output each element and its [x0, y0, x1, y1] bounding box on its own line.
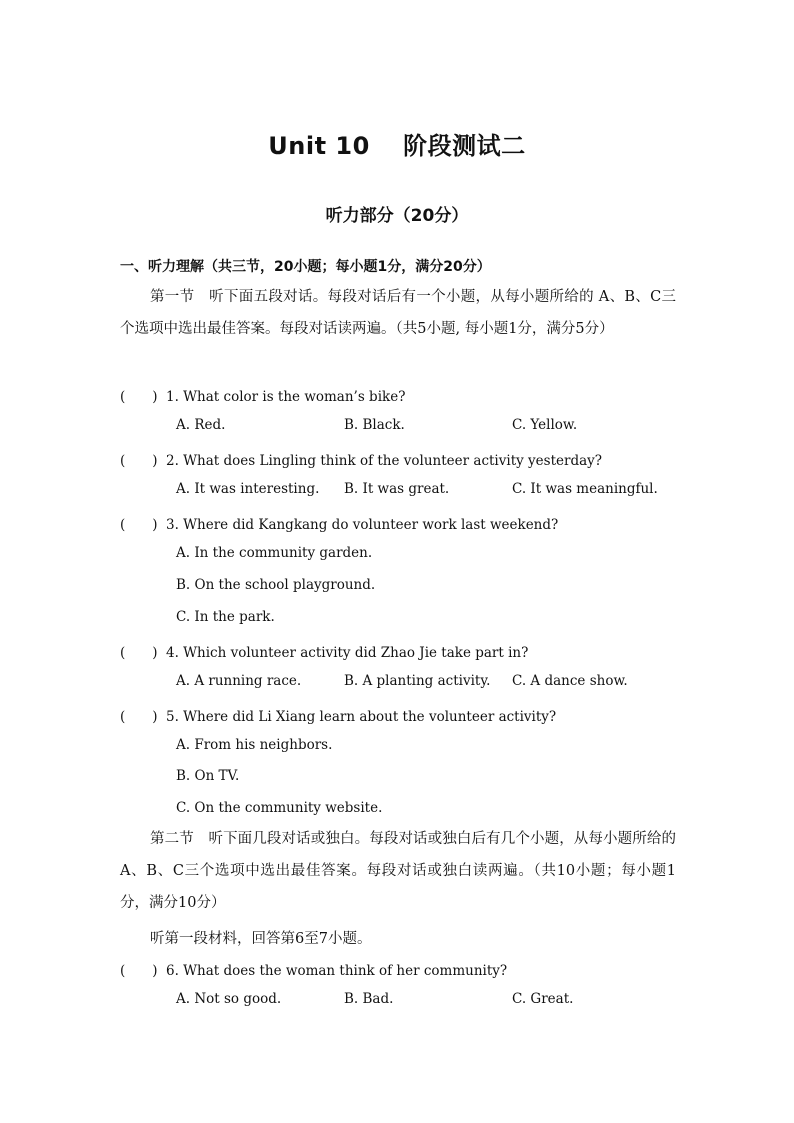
question-text: 1. What color is the woman’s bike? [166, 389, 406, 405]
section-subtitle: 听力部分（20分） [325, 206, 469, 226]
question-text: 6. What does the woman think of her community? [166, 963, 508, 979]
question-4 [120, 641, 528, 661]
question-3 [120, 513, 558, 533]
answer-blank: ( ) [120, 389, 158, 405]
question-1 [120, 385, 405, 405]
option-b: B. Bad. [344, 991, 394, 1007]
option-c: C. In the park. [176, 609, 275, 625]
option-c: C. It was meaningful. [512, 481, 658, 497]
page-title: Unit 10 阶段测试二 [268, 132, 526, 160]
part2-instructions: 第二节 听下面几段对话或独白。每段对话或独白后有几个小题，从每小题所给的 A、B、C三个选项中选出最佳答案。每段对话或独白读两遍。（共10小题；每小题1分，满分10分） [120, 831, 676, 911]
option-c: C. Yellow. [512, 417, 578, 433]
option-b: B. It was great. [344, 481, 450, 497]
option-a: A. Red. [176, 417, 226, 433]
question-6 [120, 959, 507, 979]
question-2 [120, 449, 602, 469]
option-b: B. Black. [344, 417, 405, 433]
answer-blank: ( ) [120, 453, 158, 469]
question-text: 3. Where did Kangkang do volunteer work last weekend? [166, 517, 559, 533]
option-a: A. Not so good. [176, 991, 282, 1007]
question-text: 4. Which volunteer activity did Zhao Jie take part in? [166, 645, 529, 661]
question-text: 5. Where did Li Xiang learn about the volunteer activity? [166, 709, 557, 725]
option-c: C. Great. [512, 991, 574, 1007]
answer-blank: ( ) [120, 517, 158, 533]
option-c: C. On the community website. [176, 800, 383, 816]
option-a: A. From his neighbors. [176, 737, 333, 753]
option-a: A. In the community garden. [176, 545, 373, 561]
option-b: B. A planting activity. [344, 673, 491, 689]
section-heading: 一、听力理解（共三节，20小题；每小题1分，满分20分） [120, 259, 491, 275]
question-5 [120, 705, 556, 725]
question-text: 2. What does Lingling think of the volunteer activity yesterday? [166, 453, 603, 469]
part1-instructions: 第一节 听下面五段对话。每段对话后有一个小题，从每小题所给的 A、B、C三个选项中选出最佳答案。每段对话读两遍。（共5小题, 每小题1分，满分5分） [120, 289, 676, 337]
answer-blank: ( ) [120, 645, 158, 661]
option-b: B. On the school playground. [176, 577, 376, 593]
answer-blank: ( ) [120, 963, 158, 979]
option-a: A. It was interesting. [176, 481, 320, 497]
option-c: C. A dance show. [512, 673, 628, 689]
material-note: 听第一段材料，回答第6至7小题。 [150, 931, 372, 947]
option-a: A. A running race. [176, 673, 302, 689]
option-b: B. On TV. [176, 768, 240, 784]
answer-blank: ( ) [120, 709, 158, 725]
